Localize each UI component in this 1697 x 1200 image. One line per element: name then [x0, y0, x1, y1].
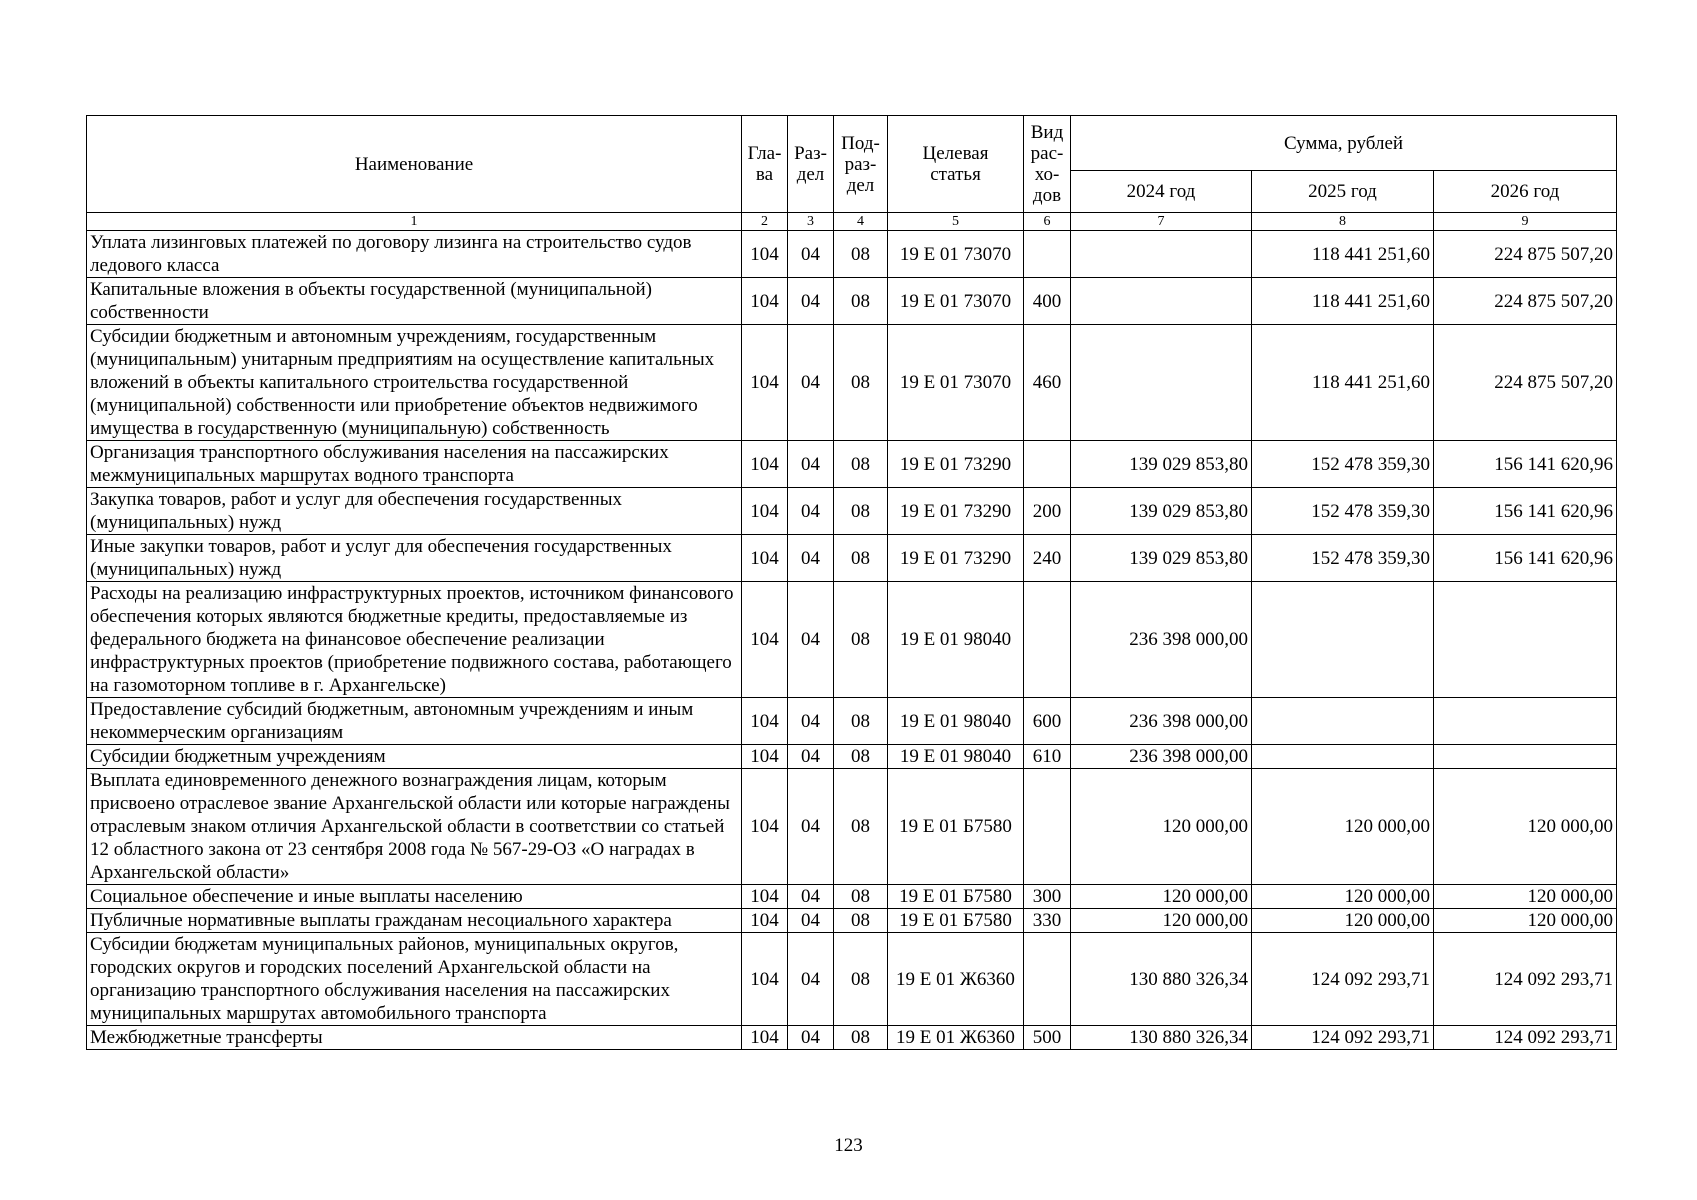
- row-celevaya-statya: 19 Е 01 73290: [888, 535, 1024, 582]
- row-glava: 104: [742, 535, 788, 582]
- row-razdel: 04: [788, 909, 834, 933]
- row-sum-2026: 224 875 507,20: [1434, 325, 1617, 441]
- budget-table: [86, 115, 1617, 1050]
- row-celevaya-statya: 19 Е 01 73070: [888, 325, 1024, 441]
- row-celevaya-statya: 19 Е 01 Ж6360: [888, 1026, 1024, 1050]
- row-razdel: 04: [788, 1026, 834, 1050]
- row-vid-rashodov: 600: [1024, 698, 1071, 745]
- row-sum-2025: 124 092 293,71: [1252, 1026, 1434, 1050]
- row-sum-2025: [1252, 698, 1434, 745]
- row-podrazdel: 08: [834, 909, 888, 933]
- row-razdel: 04: [788, 885, 834, 909]
- row-sum-2024: [1071, 231, 1252, 278]
- row-celevaya-statya: 19 Е 01 98040: [888, 582, 1024, 698]
- row-sum-2026: 120 000,00: [1434, 909, 1617, 933]
- row-sum-2024: 120 000,00: [1071, 885, 1252, 909]
- page-number: 123: [834, 1135, 863, 1156]
- row-name: Субсидии бюджетным и автономным учреждениям, государственным (муниципальным) унитарным предприятиям на осуществление капитальных вложений в объекты капитального строительства государственной (муниципальной) собственности или приобретение объектов недвижимого имущества в государственную (муниципальную) собственность: [87, 325, 742, 441]
- row-glava: 104: [742, 745, 788, 769]
- table-row: [87, 745, 1617, 769]
- row-sum-2024: 139 029 853,80: [1071, 488, 1252, 535]
- row-podrazdel: 08: [834, 698, 888, 745]
- row-name: Иные закупки товаров, работ и услуг для обеспечения государственных (муниципальных) нужд: [87, 535, 742, 582]
- row-sum-2026: [1434, 745, 1617, 769]
- row-razdel: 04: [788, 769, 834, 885]
- row-celevaya-statya: 19 Е 01 73070: [888, 278, 1024, 325]
- row-sum-2025: [1252, 582, 1434, 698]
- row-razdel: 04: [788, 488, 834, 535]
- row-podrazdel: 08: [834, 745, 888, 769]
- row-podrazdel: 08: [834, 769, 888, 885]
- row-sum-2024: 139 029 853,80: [1071, 441, 1252, 488]
- header-vid-rashodov: Вид рас- хо- дов: [1024, 116, 1071, 213]
- row-vid-rashodov: [1024, 582, 1071, 698]
- row-vid-rashodov: 300: [1024, 885, 1071, 909]
- table-row: [87, 488, 1617, 535]
- row-podrazdel: 08: [834, 325, 888, 441]
- row-glava: 104: [742, 885, 788, 909]
- row-sum-2025: 152 478 359,30: [1252, 441, 1434, 488]
- row-celevaya-statya: 19 Е 01 Ж6360: [888, 933, 1024, 1026]
- row-sum-2026: 224 875 507,20: [1434, 278, 1617, 325]
- row-name: Уплата лизинговых платежей по договору лизинга на строительство судов ледового класса: [87, 231, 742, 278]
- table-row: [87, 933, 1617, 1026]
- table-row: [87, 1026, 1617, 1050]
- row-sum-2026: 224 875 507,20: [1434, 231, 1617, 278]
- row-glava: 104: [742, 769, 788, 885]
- row-razdel: 04: [788, 278, 834, 325]
- row-vid-rashodov: 400: [1024, 278, 1071, 325]
- row-glava: 104: [742, 278, 788, 325]
- row-glava: 104: [742, 582, 788, 698]
- row-razdel: 04: [788, 231, 834, 278]
- row-podrazdel: 08: [834, 1026, 888, 1050]
- row-celevaya-statya: 19 Е 01 Б7580: [888, 885, 1024, 909]
- header-glava: Гла- ва: [742, 116, 788, 213]
- row-sum-2024: [1071, 325, 1252, 441]
- row-glava: 104: [742, 909, 788, 933]
- row-sum-2025: 152 478 359,30: [1252, 535, 1434, 582]
- row-razdel: 04: [788, 441, 834, 488]
- row-sum-2025: 124 092 293,71: [1252, 933, 1434, 1026]
- row-vid-rashodov: [1024, 933, 1071, 1026]
- row-sum-2026: 156 141 620,96: [1434, 488, 1617, 535]
- table-row: [87, 885, 1617, 909]
- row-name: Межбюджетные трансферты: [87, 1026, 742, 1050]
- row-glava: 104: [742, 698, 788, 745]
- row-celevaya-statya: 19 Е 01 73290: [888, 441, 1024, 488]
- table-row: [87, 441, 1617, 488]
- row-sum-2026: [1434, 582, 1617, 698]
- column-number: 1: [87, 213, 742, 231]
- row-name: Социальное обеспечение и иные выплаты населению: [87, 885, 742, 909]
- column-number: 9: [1434, 213, 1617, 231]
- row-sum-2024: 120 000,00: [1071, 909, 1252, 933]
- row-celevaya-statya: 19 Е 01 Б7580: [888, 769, 1024, 885]
- row-vid-rashodov: 500: [1024, 1026, 1071, 1050]
- row-sum-2026: 124 092 293,71: [1434, 1026, 1617, 1050]
- column-number: 7: [1071, 213, 1252, 231]
- header-name: Наименование: [87, 116, 742, 213]
- row-vid-rashodov: 330: [1024, 909, 1071, 933]
- row-sum-2024: 236 398 000,00: [1071, 582, 1252, 698]
- row-vid-rashodov: 200: [1024, 488, 1071, 535]
- row-glava: 104: [742, 933, 788, 1026]
- row-sum-2026: 156 141 620,96: [1434, 535, 1617, 582]
- row-vid-rashodov: 610: [1024, 745, 1071, 769]
- row-razdel: 04: [788, 325, 834, 441]
- row-glava: 104: [742, 488, 788, 535]
- row-glava: 104: [742, 231, 788, 278]
- row-sum-2024: [1071, 278, 1252, 325]
- header-year-2025: 2025 год: [1252, 171, 1434, 213]
- row-sum-2025: 118 441 251,60: [1252, 231, 1434, 278]
- row-sum-2026: [1434, 698, 1617, 745]
- row-celevaya-statya: 19 Е 01 73070: [888, 231, 1024, 278]
- row-sum-2025: 118 441 251,60: [1252, 278, 1434, 325]
- row-podrazdel: 08: [834, 582, 888, 698]
- row-name: Субсидии бюджетам муниципальных районов, муниципальных округов, городских округов и городских поселений Архангельской области на организацию транспортного обслуживания населения на пассажирских муниципальных маршрутах автомобильного транспорта: [87, 933, 742, 1026]
- table-row: [87, 325, 1617, 441]
- column-number: 2: [742, 213, 788, 231]
- row-celevaya-statya: 19 Е 01 98040: [888, 698, 1024, 745]
- row-name: Публичные нормативные выплаты гражданам несоциального характера: [87, 909, 742, 933]
- row-podrazdel: 08: [834, 488, 888, 535]
- table-row: [87, 535, 1617, 582]
- row-name: Организация транспортного обслуживания населения на пассажирских межмуниципальных маршрутах водного транспорта: [87, 441, 742, 488]
- row-vid-rashodov: [1024, 441, 1071, 488]
- header-year-2026: 2026 год: [1434, 171, 1617, 213]
- row-glava: 104: [742, 1026, 788, 1050]
- row-podrazdel: 08: [834, 885, 888, 909]
- column-number: 4: [834, 213, 888, 231]
- header-razdel: Раз- дел: [788, 116, 834, 213]
- row-razdel: 04: [788, 745, 834, 769]
- row-vid-rashodov: 460: [1024, 325, 1071, 441]
- row-name: Расходы на реализацию инфраструктурных проектов, источником финансового обеспечения которых являются бюджетные кредиты, предоставляемые из федерального бюджета на финансовое обеспечение реализации инфраструктурных проектов (приобретение подвижного состава, работающего на газомоторном топливе в г. Архангельске): [87, 582, 742, 698]
- column-number: 6: [1024, 213, 1071, 231]
- row-sum-2024: 130 880 326,34: [1071, 1026, 1252, 1050]
- row-podrazdel: 08: [834, 231, 888, 278]
- row-sum-2025: 120 000,00: [1252, 769, 1434, 885]
- column-number: 5: [888, 213, 1024, 231]
- table-row: [87, 769, 1617, 885]
- table-row: [87, 231, 1617, 278]
- table-row: [87, 582, 1617, 698]
- row-name: Предоставление субсидий бюджетным, автономным учреждениям и иным некоммерческим организациям: [87, 698, 742, 745]
- row-vid-rashodov: 240: [1024, 535, 1071, 582]
- column-number: 8: [1252, 213, 1434, 231]
- row-razdel: 04: [788, 698, 834, 745]
- row-sum-2026: 120 000,00: [1434, 769, 1617, 885]
- column-number-row: [87, 213, 1617, 231]
- row-sum-2024: 120 000,00: [1071, 769, 1252, 885]
- table-row: [87, 909, 1617, 933]
- row-podrazdel: 08: [834, 441, 888, 488]
- header-summa: Сумма, рублей: [1071, 116, 1617, 171]
- row-podrazdel: 08: [834, 933, 888, 1026]
- table-body: [87, 231, 1617, 1050]
- row-celevaya-statya: 19 Е 01 Б7580: [888, 909, 1024, 933]
- row-sum-2024: 130 880 326,34: [1071, 933, 1252, 1026]
- row-name: Капитальные вложения в объекты государственной (муниципальной) собственности: [87, 278, 742, 325]
- header-podrazdel: Под- раз- дел: [834, 116, 888, 213]
- row-razdel: 04: [788, 582, 834, 698]
- row-vid-rashodov: [1024, 769, 1071, 885]
- row-glava: 104: [742, 325, 788, 441]
- row-sum-2026: 124 092 293,71: [1434, 933, 1617, 1026]
- row-razdel: 04: [788, 535, 834, 582]
- table-row: [87, 278, 1617, 325]
- row-sum-2026: 156 141 620,96: [1434, 441, 1617, 488]
- row-sum-2025: 120 000,00: [1252, 909, 1434, 933]
- row-vid-rashodov: [1024, 231, 1071, 278]
- row-sum-2025: 118 441 251,60: [1252, 325, 1434, 441]
- row-sum-2026: 120 000,00: [1434, 885, 1617, 909]
- row-celevaya-statya: 19 Е 01 73290: [888, 488, 1024, 535]
- row-sum-2025: 120 000,00: [1252, 885, 1434, 909]
- row-sum-2025: 152 478 359,30: [1252, 488, 1434, 535]
- row-sum-2024: 236 398 000,00: [1071, 745, 1252, 769]
- row-podrazdel: 08: [834, 535, 888, 582]
- row-podrazdel: 08: [834, 278, 888, 325]
- table-row: [87, 698, 1617, 745]
- row-name: Закупка товаров, работ и услуг для обеспечения государственных (муниципальных) нужд: [87, 488, 742, 535]
- row-name: Субсидии бюджетным учреждениям: [87, 745, 742, 769]
- header-celevaya-statya: Целевая статья: [888, 116, 1024, 213]
- row-sum-2024: 236 398 000,00: [1071, 698, 1252, 745]
- header-year-2024: 2024 год: [1071, 171, 1252, 213]
- row-celevaya-statya: 19 Е 01 98040: [888, 745, 1024, 769]
- row-razdel: 04: [788, 933, 834, 1026]
- row-sum-2024: 139 029 853,80: [1071, 535, 1252, 582]
- column-number: 3: [788, 213, 834, 231]
- row-sum-2025: [1252, 745, 1434, 769]
- row-name: Выплата единовременного денежного вознаграждения лицам, которым присвоено отраслевое звание Архангельской области или которые награждены отраслевым знаком отличия Архангельской области в соответствии со статьей 12 областного закона от 23 сентября 2008 года № 567-29-ОЗ «О наградах в Архангельской области»: [87, 769, 742, 885]
- row-glava: 104: [742, 441, 788, 488]
